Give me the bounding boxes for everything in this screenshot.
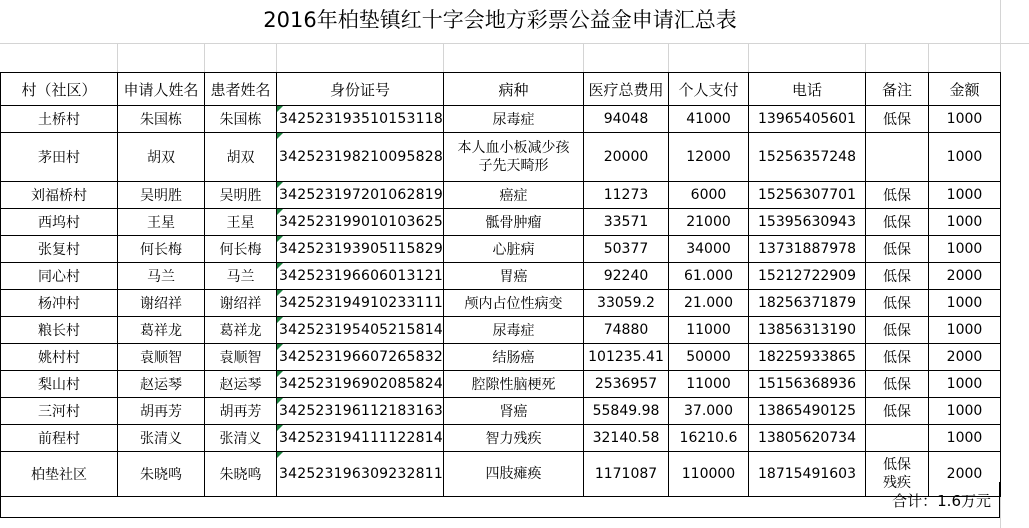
applicant-cell[interactable] xyxy=(118,317,205,344)
phone-cell[interactable] xyxy=(749,371,866,398)
disease-cell[interactable] xyxy=(444,236,584,263)
applicant-text: 谢绍祥 xyxy=(140,296,182,312)
id-number-cell[interactable] xyxy=(277,236,444,263)
id-number-cell[interactable] xyxy=(277,371,444,398)
village-text: 土桥村 xyxy=(38,112,80,128)
patient-cell[interactable] xyxy=(205,209,277,236)
header-row xyxy=(1,73,1001,106)
disease-cell[interactable] xyxy=(444,344,584,371)
applicant-text: 王星 xyxy=(147,215,175,231)
village-text: 前程村 xyxy=(38,431,80,447)
applicant-text: 朱晓鸣 xyxy=(140,467,182,483)
phone-text: 18715491603 xyxy=(758,466,856,482)
disease-cell[interactable] xyxy=(444,290,584,317)
patient-cell[interactable] xyxy=(205,182,277,209)
applicant-text: 胡再芳 xyxy=(140,404,182,420)
patient-cell[interactable] xyxy=(205,133,277,182)
personal-payment-text: 37.000 xyxy=(684,403,733,419)
phone-cell[interactable] xyxy=(749,106,866,133)
village-text: 三河村 xyxy=(38,404,80,420)
amount-text: 2000 xyxy=(946,466,983,482)
id-number-cell[interactable] xyxy=(277,425,444,452)
note-text: 低保 xyxy=(883,242,911,258)
patient-text: 何长梅 xyxy=(219,242,262,258)
personal-payment-text: 16210.6 xyxy=(679,430,738,446)
disease-text: 腔隙性脑梗死 xyxy=(471,377,556,393)
disease-cell[interactable] xyxy=(444,398,584,425)
patient-cell[interactable] xyxy=(205,371,277,398)
amount-cell[interactable] xyxy=(929,106,1001,133)
note-cell[interactable] xyxy=(866,133,929,182)
disease-text: 肾癌 xyxy=(499,404,528,420)
patient-cell[interactable] xyxy=(205,106,277,133)
table-row xyxy=(1,236,1001,263)
table-row xyxy=(1,344,1001,371)
patient-cell[interactable] xyxy=(205,398,277,425)
personal-payment-text: 34000 xyxy=(686,241,731,257)
amount-cell[interactable] xyxy=(929,371,1001,398)
village-cell[interactable] xyxy=(1,344,118,371)
applicant-text: 何长梅 xyxy=(140,242,182,258)
village-cell[interactable] xyxy=(1,425,118,452)
personal-payment-cell[interactable] xyxy=(669,236,749,263)
amount-text: 2000 xyxy=(946,349,983,365)
total-cost-cell[interactable] xyxy=(584,371,669,398)
total-cost-text: 33059.2 xyxy=(597,295,655,311)
disease-text: 癌症 xyxy=(499,188,528,204)
amount-text: 1000 xyxy=(946,149,983,165)
village-cell[interactable] xyxy=(1,371,118,398)
id-number-text: 342523195405215814 xyxy=(279,322,443,338)
id-number-cell[interactable] xyxy=(277,290,444,317)
id-number-text: 342523196112183163 xyxy=(279,403,443,419)
amount-cell[interactable] xyxy=(929,344,1001,371)
gridline xyxy=(204,43,205,72)
personal-payment-text: 61.000 xyxy=(684,268,733,284)
note-text: 低保 xyxy=(883,377,911,393)
note-cell[interactable] xyxy=(866,236,929,263)
phone-cell[interactable] xyxy=(749,344,866,371)
total-cost-cell[interactable] xyxy=(584,425,669,452)
phone-cell[interactable] xyxy=(749,317,866,344)
total-cost-text: 50377 xyxy=(603,241,649,257)
applicant-text: 马兰 xyxy=(147,269,175,285)
table-row xyxy=(1,263,1001,290)
personal-payment-cell[interactable] xyxy=(669,290,749,317)
personal-payment-text: 110000 xyxy=(681,466,736,482)
text-number-indicator-icon xyxy=(277,133,283,139)
id-number-text: 342523196607265832 xyxy=(279,349,443,365)
total-cost-text: 92240 xyxy=(603,268,649,284)
gridline xyxy=(0,43,1029,44)
personal-payment-cell[interactable] xyxy=(669,209,749,236)
phone-cell[interactable] xyxy=(749,398,866,425)
patient-text: 张清义 xyxy=(219,431,262,447)
patient-cell[interactable] xyxy=(205,263,277,290)
patient-text: 胡再芳 xyxy=(219,404,262,420)
id-number-cell[interactable] xyxy=(277,106,444,133)
id-number-cell[interactable] xyxy=(277,398,444,425)
note-text: 低保 xyxy=(883,323,911,339)
text-number-indicator-icon xyxy=(277,425,283,431)
village-text: 粮长村 xyxy=(38,323,80,339)
total-cost-text: 1171087 xyxy=(594,466,658,482)
disease-text: 结肠癌 xyxy=(492,350,535,366)
village-cell[interactable] xyxy=(1,290,118,317)
personal-payment-text: 50000 xyxy=(686,349,731,365)
text-number-indicator-icon xyxy=(277,236,283,242)
header-patient[interactable]: 患者姓名 xyxy=(205,73,277,106)
applicant-cell[interactable] xyxy=(118,106,205,133)
amount-text: 1000 xyxy=(946,430,983,446)
id-number-text: 342523199010103625 xyxy=(279,214,443,230)
applicant-text: 袁顺智 xyxy=(140,350,182,366)
total-cost-cell[interactable] xyxy=(584,317,669,344)
applicant-text: 朱国栋 xyxy=(140,112,182,128)
note-cell[interactable] xyxy=(866,425,929,452)
table-row xyxy=(1,317,1001,344)
personal-payment-text: 11000 xyxy=(686,322,731,338)
village-cell[interactable] xyxy=(1,236,118,263)
phone-text: 15395630943 xyxy=(758,214,856,230)
total-cost-text: 11273 xyxy=(603,187,649,203)
note-text: 低保 xyxy=(883,188,911,204)
applicant-text: 胡双 xyxy=(147,150,175,166)
total-cost-cell[interactable] xyxy=(584,290,669,317)
gridline xyxy=(928,43,929,72)
village-cell[interactable] xyxy=(1,398,118,425)
id-number-text: 342523196606013121 xyxy=(279,268,443,284)
applicant-cell[interactable] xyxy=(118,398,205,425)
patient-text: 赵运琴 xyxy=(219,377,262,393)
total-cost-cell[interactable] xyxy=(584,344,669,371)
amount-text: 1000 xyxy=(946,214,983,230)
text-number-indicator-icon xyxy=(277,209,283,215)
id-number-text: 342523196902085824 xyxy=(279,376,443,392)
disease-text: 心脏病 xyxy=(492,242,535,258)
applicant-cell[interactable] xyxy=(118,371,205,398)
disease-cell[interactable] xyxy=(444,371,584,398)
applicant-cell[interactable] xyxy=(118,236,205,263)
phone-text: 15156368936 xyxy=(758,376,856,392)
total-cost-text: 32140.58 xyxy=(592,430,660,446)
disease-text: 智力残疾 xyxy=(485,431,542,447)
total-row xyxy=(0,482,1000,518)
disease-text: 颅内占位性病变 xyxy=(464,296,563,312)
patient-text: 王星 xyxy=(226,215,255,231)
text-number-indicator-icon xyxy=(277,106,283,112)
id-number-cell[interactable] xyxy=(277,317,444,344)
amount-cell[interactable] xyxy=(929,182,1001,209)
total-cost-cell[interactable] xyxy=(584,236,669,263)
village-text: 梨山村 xyxy=(38,377,80,393)
header-phone[interactable]: 电话 xyxy=(749,73,866,106)
phone-text: 15212722909 xyxy=(758,268,856,284)
amount-text: 1000 xyxy=(946,322,983,338)
village-text: 同心村 xyxy=(38,269,80,285)
note-text: 低保 xyxy=(883,350,911,366)
note-cell[interactable] xyxy=(866,290,929,317)
village-text: 姚村村 xyxy=(38,350,80,366)
phone-cell[interactable] xyxy=(749,236,866,263)
patient-text: 袁顺智 xyxy=(219,350,262,366)
note-cell[interactable] xyxy=(866,317,929,344)
gridline xyxy=(748,43,749,72)
phone-cell[interactable] xyxy=(749,182,866,209)
village-text: 茅田村 xyxy=(38,150,80,166)
village-cell[interactable] xyxy=(1,317,118,344)
total-cost-text: 20000 xyxy=(603,149,649,165)
note-text: 低保 xyxy=(883,215,911,231)
phone-text: 18256371879 xyxy=(758,295,856,311)
text-number-indicator-icon xyxy=(277,344,283,350)
id-number-text: 342523198210095828 xyxy=(279,149,443,165)
text-number-indicator-icon xyxy=(277,452,283,458)
applicant-cell[interactable] xyxy=(118,344,205,371)
patient-text: 朱晓鸣 xyxy=(219,467,262,483)
village-text: 刘福桥村 xyxy=(31,188,87,204)
table-row xyxy=(1,182,1001,209)
text-number-indicator-icon xyxy=(277,371,283,377)
patient-cell[interactable] xyxy=(205,290,277,317)
village-text: 杨冲村 xyxy=(38,296,80,312)
patient-text: 葛祥龙 xyxy=(219,323,262,339)
total-cost-cell[interactable] xyxy=(584,398,669,425)
amount-cell[interactable] xyxy=(929,425,1001,452)
personal-payment-text: 12000 xyxy=(686,149,731,165)
id-number-cell[interactable] xyxy=(277,182,444,209)
phone-cell[interactable] xyxy=(749,290,866,317)
note-cell[interactable] xyxy=(866,182,929,209)
village-text: 柏垫社区 xyxy=(31,467,87,483)
applicant-cell[interactable] xyxy=(118,290,205,317)
patient-cell[interactable] xyxy=(205,236,277,263)
header-personal-payment[interactable]: 个人支付 xyxy=(669,73,749,106)
id-number-cell[interactable] xyxy=(277,209,444,236)
table-row xyxy=(1,106,1001,133)
header-note[interactable]: 备注 xyxy=(866,73,929,106)
amount-cell[interactable] xyxy=(929,236,1001,263)
table-row xyxy=(1,133,1001,182)
disease-cell[interactable] xyxy=(444,209,584,236)
amount-cell[interactable] xyxy=(929,209,1001,236)
gridline xyxy=(583,43,584,72)
personal-payment-cell[interactable] xyxy=(669,344,749,371)
applicant-cell[interactable] xyxy=(118,425,205,452)
total-cost-cell[interactable] xyxy=(584,209,669,236)
amount-cell[interactable] xyxy=(929,317,1001,344)
phone-cell[interactable] xyxy=(749,425,866,452)
header-id-number[interactable]: 身份证号 xyxy=(277,73,444,106)
note-cell[interactable] xyxy=(866,263,929,290)
disease-text: 本人血小板减少孩子先天畸形 xyxy=(457,140,570,174)
personal-payment-text: 21.000 xyxy=(684,295,733,311)
patient-text: 谢绍祥 xyxy=(219,296,262,312)
village-cell[interactable] xyxy=(1,209,118,236)
note-cell[interactable] xyxy=(866,209,929,236)
phone-text: 18225933865 xyxy=(758,349,856,365)
amount-text: 1000 xyxy=(946,111,983,127)
phone-text: 13731887978 xyxy=(758,241,856,257)
table-row xyxy=(1,398,1001,425)
gridline xyxy=(865,43,866,72)
disease-cell[interactable] xyxy=(444,106,584,133)
amount-text: 1000 xyxy=(946,295,983,311)
village-cell[interactable] xyxy=(1,263,118,290)
phone-text: 15256357248 xyxy=(758,149,856,165)
disease-text: 胃癌 xyxy=(499,269,528,285)
personal-payment-cell[interactable] xyxy=(669,106,749,133)
patient-text: 朱国栋 xyxy=(219,112,262,128)
personal-payment-cell[interactable] xyxy=(669,425,749,452)
note-text: 低保 xyxy=(883,296,911,312)
text-number-indicator-icon xyxy=(277,290,283,296)
applicant-cell[interactable] xyxy=(118,209,205,236)
disease-cell[interactable] xyxy=(444,263,584,290)
header-amount[interactable]: 金额 xyxy=(929,73,1001,106)
header-village[interactable]: 村（社区） xyxy=(1,73,118,106)
sheet-title: 2016年柏垫镇红十字会地方彩票公益金申请汇总表 xyxy=(263,8,737,32)
amount-cell[interactable] xyxy=(929,133,1001,182)
note-text: 低保 xyxy=(883,112,911,128)
amount-text: 1000 xyxy=(946,187,983,203)
patient-cell[interactable] xyxy=(205,344,277,371)
id-number-text: 342523193905115829 xyxy=(279,241,443,257)
table-row xyxy=(1,371,1001,398)
note-text: 低保 xyxy=(883,404,911,420)
application-table xyxy=(0,72,1001,497)
amount-text: 1000 xyxy=(946,241,983,257)
personal-payment-text: 6000 xyxy=(690,187,727,203)
note-cell[interactable] xyxy=(866,398,929,425)
phone-cell[interactable] xyxy=(749,133,866,182)
disease-text: 骶骨肿瘤 xyxy=(485,215,542,231)
phone-text: 13805620734 xyxy=(758,430,856,446)
village-cell[interactable] xyxy=(1,133,118,182)
total-cost-text: 101235.41 xyxy=(588,349,664,365)
id-number-text: 342523194111122814 xyxy=(279,430,443,446)
amount-text: 2000 xyxy=(946,268,983,284)
id-number-text: 342523197201062819 xyxy=(279,187,443,203)
total-cost-text: 2536957 xyxy=(594,376,658,392)
text-number-indicator-icon xyxy=(277,263,283,269)
text-number-indicator-icon xyxy=(277,182,283,188)
id-number-cell[interactable] xyxy=(277,263,444,290)
table-row xyxy=(1,209,1001,236)
phone-cell[interactable] xyxy=(749,209,866,236)
total-cost-text: 74880 xyxy=(603,322,649,338)
total-cost-cell[interactable] xyxy=(584,182,669,209)
personal-payment-cell[interactable] xyxy=(669,317,749,344)
id-number-cell[interactable] xyxy=(277,133,444,182)
grand-total[interactable]: 合计：1.6万元 xyxy=(892,492,991,510)
amount-cell[interactable] xyxy=(929,290,1001,317)
total-cost-text: 33571 xyxy=(603,214,649,230)
id-number-text: 342523194910233111 xyxy=(279,295,443,311)
note-text: 低保残疾 xyxy=(883,457,911,491)
disease-cell[interactable] xyxy=(444,317,584,344)
disease-text: 四肢瘫痪 xyxy=(485,466,542,482)
patient-text: 马兰 xyxy=(226,269,255,285)
village-cell[interactable] xyxy=(1,182,118,209)
amount-text: 1000 xyxy=(946,403,983,419)
phone-text: 13865490125 xyxy=(758,403,856,419)
applicant-cell[interactable] xyxy=(118,133,205,182)
total-cost-cell[interactable] xyxy=(584,263,669,290)
gridline xyxy=(276,43,277,72)
personal-payment-cell[interactable] xyxy=(669,133,749,182)
personal-payment-text: 21000 xyxy=(686,214,731,230)
applicant-cell[interactable] xyxy=(118,263,205,290)
note-text: 低保 xyxy=(883,269,911,285)
table-row xyxy=(1,290,1001,317)
total-cost-cell[interactable] xyxy=(584,133,669,182)
header-total-cost[interactable]: 医疗总费用 xyxy=(584,73,669,106)
patient-text: 吴明胜 xyxy=(219,188,262,204)
amount-cell[interactable] xyxy=(929,398,1001,425)
total-cost-text: 94048 xyxy=(603,111,649,127)
text-number-indicator-icon xyxy=(277,317,283,323)
phone-cell[interactable] xyxy=(749,263,866,290)
header-disease[interactable]: 病种 xyxy=(444,73,584,106)
gridline xyxy=(443,43,444,72)
disease-cell[interactable] xyxy=(444,133,584,182)
patient-cell[interactable] xyxy=(205,317,277,344)
phone-text: 15256307701 xyxy=(758,187,856,203)
personal-payment-cell[interactable] xyxy=(669,371,749,398)
applicant-text: 赵运琴 xyxy=(140,377,182,393)
disease-text: 尿毒症 xyxy=(492,112,535,128)
patient-cell[interactable] xyxy=(205,425,277,452)
gridline xyxy=(117,43,118,72)
disease-cell[interactable] xyxy=(444,182,584,209)
gridline xyxy=(668,43,669,72)
id-number-text: 342523196309232811 xyxy=(279,466,443,482)
id-number-text: 342523193510153118 xyxy=(279,111,443,127)
applicant-cell[interactable] xyxy=(118,182,205,209)
village-text: 西坞村 xyxy=(38,215,80,231)
personal-payment-cell[interactable] xyxy=(669,398,749,425)
personal-payment-text: 41000 xyxy=(686,111,731,127)
disease-text: 尿毒症 xyxy=(492,323,535,339)
applicant-text: 吴明胜 xyxy=(140,188,182,204)
note-cell[interactable] xyxy=(866,106,929,133)
phone-text: 13856313190 xyxy=(758,322,856,338)
total-cost-text: 55849.98 xyxy=(592,403,660,419)
applicant-text: 张清义 xyxy=(140,431,182,447)
amount-cell[interactable] xyxy=(929,263,1001,290)
note-cell[interactable] xyxy=(866,371,929,398)
personal-payment-cell[interactable] xyxy=(669,182,749,209)
text-number-indicator-icon xyxy=(277,398,283,404)
patient-text: 胡双 xyxy=(226,150,255,166)
applicant-text: 葛祥龙 xyxy=(140,323,182,339)
header-applicant[interactable]: 申请人姓名 xyxy=(118,73,205,106)
village-cell[interactable] xyxy=(1,106,118,133)
note-cell[interactable] xyxy=(866,344,929,371)
phone-text: 13965405601 xyxy=(758,111,856,127)
amount-text: 1000 xyxy=(946,376,983,392)
total-cost-cell[interactable] xyxy=(584,106,669,133)
disease-cell[interactable] xyxy=(444,425,584,452)
personal-payment-text: 11000 xyxy=(686,376,731,392)
village-text: 张复村 xyxy=(38,242,80,258)
personal-payment-cell[interactable] xyxy=(669,263,749,290)
table-row xyxy=(1,425,1001,452)
id-number-cell[interactable] xyxy=(277,344,444,371)
